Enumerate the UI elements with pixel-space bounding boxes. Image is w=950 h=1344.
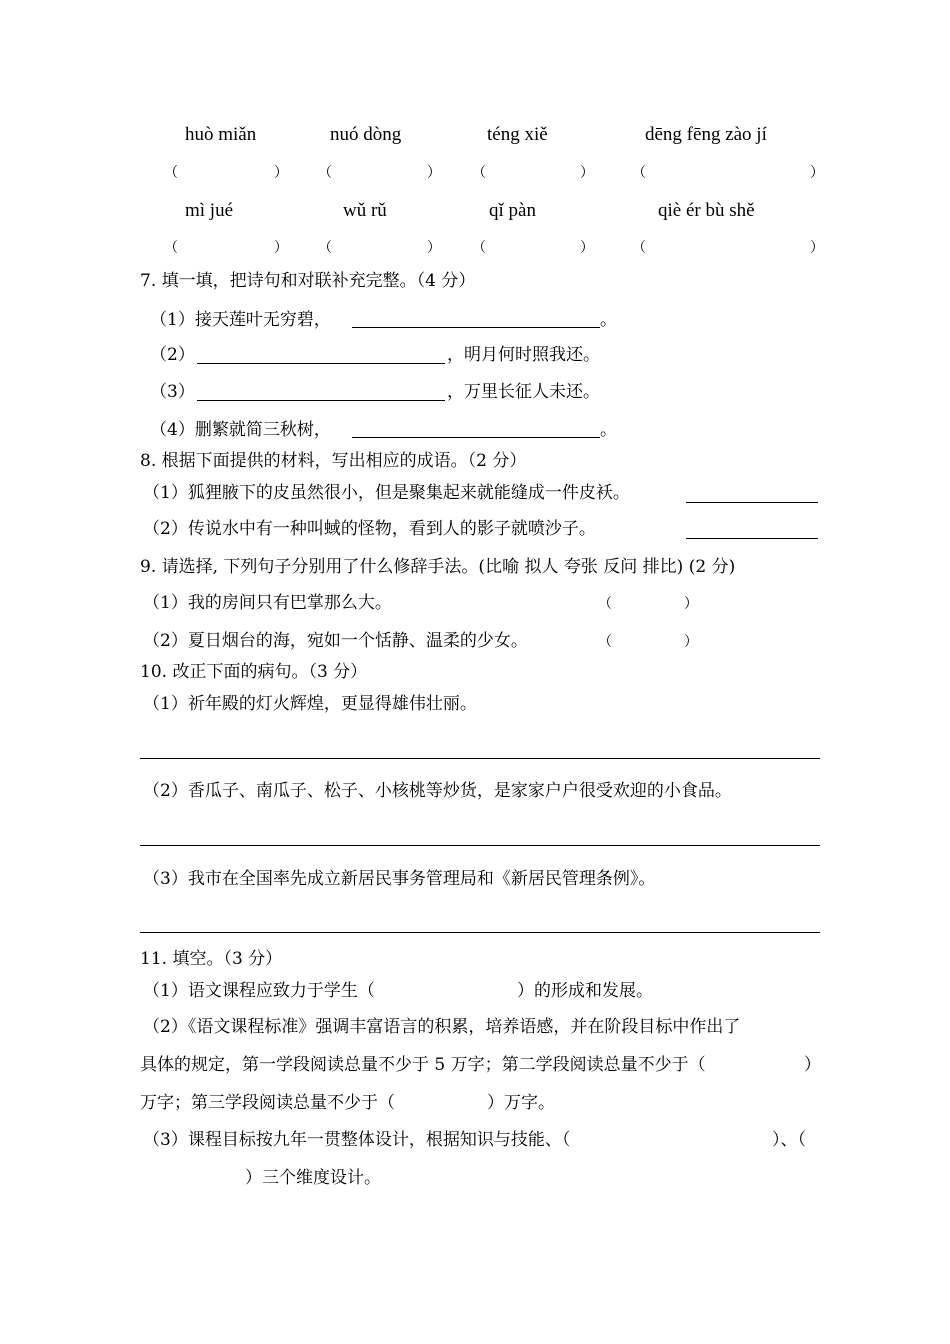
q10-answer-line-2[interactable] (140, 845, 820, 846)
q9-title: 9. 请选择, 下列句子分别用了什么修辞手法。(比喻 拟人 夸张 反问 排比) (2 分) (140, 557, 736, 577)
q8-item-2-blank[interactable] (686, 538, 818, 539)
q9-item-1: （1）我的房间只有巴掌那么大。 (143, 593, 392, 613)
pinyin-wuru: wǔ rǔ (343, 200, 387, 221)
q7-item-1-prefix: （1）接天莲叶无穷碧， (150, 310, 331, 330)
answer-paren-close: ） (810, 165, 824, 181)
q11-line-5b: ）、（ (772, 1130, 806, 1150)
answer-paren-open: （ (472, 240, 486, 256)
q7-item-4-suffix: 。 (600, 420, 617, 440)
q8-item-2: （2）传说水中有一种叫蜮的怪物，看到人的影子就喷沙子。 (143, 519, 596, 539)
q11-line-1b: ）的形成和发展。 (517, 981, 653, 1001)
q11-line-4a: 万字；第三学段阅读总量不少于（ (140, 1093, 395, 1113)
q11-line-2: （2）《语文课程标准》强调丰富语言的积累，培养语感，并在阶段目标中作出了 (143, 1017, 741, 1037)
q11-line-3a: 具体的规定，第一学段阅读总量不少于 5 万字；第二学段阅读总量不少于（ (140, 1055, 706, 1075)
answer-paren-open: （ (598, 634, 612, 650)
pinyin-qipan: qǐ pàn (489, 200, 536, 221)
answer-paren-close: ） (684, 596, 698, 612)
pinyin-nuodong: nuó dòng (330, 124, 402, 145)
answer-paren-close: ） (274, 165, 288, 181)
q10-title: 10. 改正下面的病句。（3 分） (140, 662, 368, 682)
q7-item-3-prefix: （3） (150, 382, 195, 402)
pinyin-huomian: huò miǎn (185, 124, 257, 145)
answer-paren-open: （ (318, 165, 332, 181)
answer-paren-open: （ (598, 596, 612, 612)
q7-item-4-prefix: （4）删繁就简三秋树， (150, 420, 331, 440)
q11-line-5a: （3）课程目标按九年一贯整体设计，根据知识与技能、（ (143, 1130, 571, 1150)
answer-paren-close: ） (580, 165, 594, 181)
q10-item-2: （2）香瓜子、南瓜子、松子、小核桃等炒货，是家家户户很受欢迎的小食品。 (143, 781, 732, 801)
answer-paren-close: ） (427, 240, 441, 256)
q7-item-2-prefix: （2） (150, 345, 195, 365)
q11-title: 11. 填空。（3 分） (140, 949, 283, 969)
q11-line-4b: ）万字。 (487, 1093, 555, 1113)
answer-paren-open: （ (318, 240, 332, 256)
q8-item-1: （1）狐狸腋下的皮虽然很小，但是聚集起来就能缝成一件皮袄。 (143, 483, 630, 503)
q9-item-2: （2）夏日烟台的海，宛如一个恬静、温柔的少女。 (143, 631, 528, 651)
answer-paren-close: ） (580, 240, 594, 256)
q7-item-3-blank[interactable] (197, 400, 445, 401)
q8-item-1-blank[interactable] (686, 502, 818, 503)
q8-title: 8. 根据下面提供的材料，写出相应的成语。（2 分） (140, 451, 527, 471)
q10-answer-line-3[interactable] (140, 932, 820, 933)
q7-item-1-blank[interactable] (352, 327, 600, 328)
pinyin-mijue: mì jué (185, 200, 234, 221)
q10-item-1: （1）祈年殿的灯火辉煌，更显得雄伟壮丽。 (143, 694, 477, 714)
answer-paren-open: （ (632, 165, 646, 181)
answer-paren-close: ） (810, 240, 824, 256)
q11-line-3b: ） (804, 1055, 821, 1075)
answer-paren-close: ） (427, 165, 441, 181)
answer-paren-close: ） (684, 634, 698, 650)
answer-paren-open: （ (164, 240, 178, 256)
answer-paren-open: （ (472, 165, 486, 181)
q7-item-4-blank[interactable] (352, 437, 600, 438)
q11-line-1a: （1）语文课程应致力于学生（ (143, 981, 375, 1001)
pinyin-dengfengzaoji: dēng fēng zào jí (645, 124, 767, 145)
answer-paren-open: （ (632, 240, 646, 256)
q7-item-2-blank[interactable] (197, 363, 445, 364)
q7-item-3-suffix: ，万里长征人未还。 (447, 382, 600, 402)
q10-answer-line-1[interactable] (140, 758, 820, 759)
q11-line-6: ）三个维度设计。 (245, 1168, 381, 1188)
q7-item-1-suffix: 。 (600, 310, 617, 330)
answer-paren-open: （ (164, 165, 178, 181)
pinyin-qieerbushe: qiè ér bù shě (658, 200, 755, 221)
q10-item-3: （3）我市在全国率先成立新居民事务管理局和《新居民管理条例》。 (143, 869, 656, 889)
pinyin-tengxie: téng xiě (487, 124, 548, 145)
answer-paren-close: ） (274, 240, 288, 256)
q7-item-2-suffix: ，明月何时照我还。 (447, 345, 600, 365)
q7-title: 7. 填一填，把诗句和对联补充完整。（4 分） (140, 271, 476, 291)
